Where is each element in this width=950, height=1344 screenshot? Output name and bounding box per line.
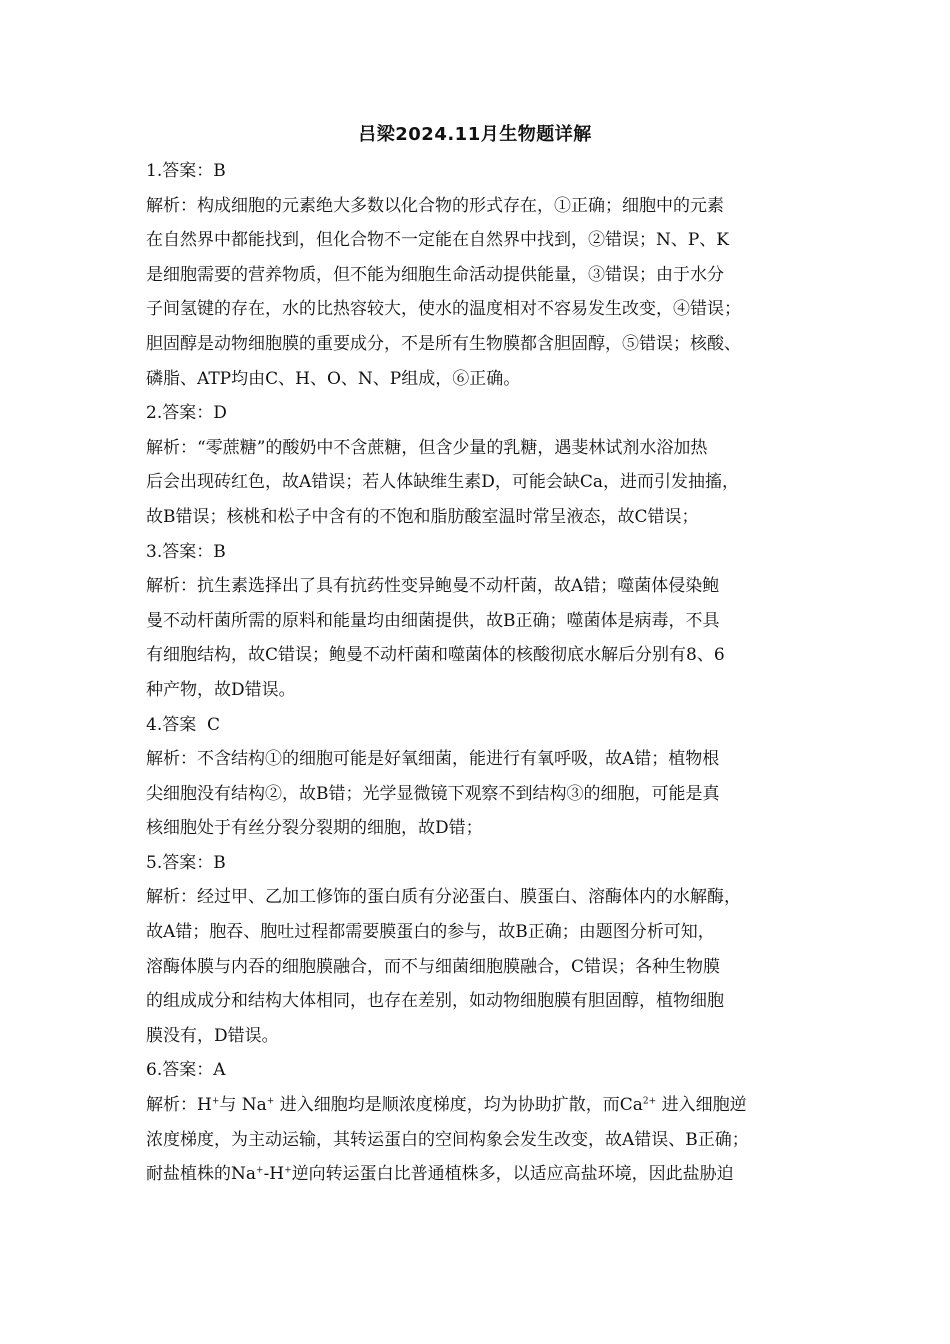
ion-charge: + [284, 1165, 292, 1176]
q5-analysis-line: 膜没有，D错误。 [146, 1025, 279, 1046]
document-body [146, 154, 836, 1192]
q1-analysis-line: 子间氢键的存在，水的比热容较大，使水的温度相对不容易发生改变，④错误； [146, 299, 741, 320]
q4-analysis-line: 尖细胞没有结构②，故B错；光学显微镜下观察不到结构③的细胞，可能是真 [146, 783, 720, 804]
q2-answer: 2.答案：D [146, 403, 227, 424]
q4-analysis-line: 解析：不含结构①的细胞可能是好氧细菌，能进行有氧呼吸，故A错；植物根 [146, 749, 720, 770]
q6-analysis-line: 解析：H+与 Na+ 进入细胞均是顺浓度梯度，均为协助扩散，而$Ca^{2+}$ 进入细胞逆 [146, 1095, 747, 1116]
q4-analysis-line: 核细胞处于有丝分裂分裂期的细胞，故D错； [146, 818, 483, 839]
q3-analysis-line: 曼不动杆菌所需的原料和能量均由细菌提供，故B正确；噬菌体是病毒，不具 [146, 610, 720, 631]
ion-charge: + [266, 1096, 275, 1107]
q1-answer: 1.答案：B [146, 161, 226, 181]
page-title: 吕梁2024.11月生物题详解 [358, 124, 592, 145]
q3-answer: 3.答案：B [146, 541, 226, 562]
q5-analysis-line: 溶酶体膜与内吞的细胞膜融合，而不与细菌细胞膜融合，C错误；各种生物膜 [146, 956, 721, 977]
q6-analysis-line: 耐盐植株的Na+-H+逆向转运蛋白比普通植株多，以适应高盐环境，因此盐胁迫 [146, 1164, 734, 1185]
q2-analysis-line: 后会出现砖红色，故A错误；若人体缺维生素D，可能会缺Ca，进而引发抽搐， [146, 472, 740, 493]
q1-analysis-line: 解析：构成细胞的元素绝大多数以化合物的形式存在，①正确；细胞中的元素 [146, 195, 724, 216]
q4-answer: 4.答案 C [146, 714, 221, 735]
q2-analysis-line: 解析：“零蔗糖”的酸奶中不含蔗糖，但含少量的乳糖，遇斐林试剂水浴加热 [146, 437, 708, 458]
q3-analysis-line: 有细胞结构，故C错误；鲍曼不动杆菌和噬菌体的核酸彻底水解后分别有8、6 [146, 645, 725, 666]
q5-analysis-line: 故A错；胞吞、胞吐过程都需要膜蛋白的参与，故B正确；由题图分析可知， [146, 922, 715, 943]
q6-analysis-line: 浓度梯度，为主动运输，其转运蛋白的空间构象会发生改变，故A错误、B正确； [146, 1129, 749, 1150]
q1-analysis-line: 磷脂、ATP均由C、H、O、N、P组成，⑥正确。 [146, 368, 521, 389]
q5-analysis-line: 的组成成分和结构大体相同，也存在差别，如动物细胞膜有胆固醇，植物细胞 [146, 991, 724, 1012]
q5-answer: 5.答案：B [146, 852, 226, 873]
q2-analysis-line: 故B错误；核桃和松子中含有的不饱和脂肪酸室温时常呈液态，故C错误； [146, 506, 699, 527]
q6-answer: 6.答案：A [146, 1060, 226, 1081]
q1-analysis-line: 是细胞需要的营养物质，但不能为细胞生命活动提供能量，③错误；由于水分 [146, 264, 724, 285]
q3-analysis-line: 种产物，故D错误。 [146, 679, 296, 700]
q5-analysis-line: 解析：经过甲、乙加工修饰的蛋白质有分泌蛋白、膜蛋白、溶酶体内的水解酶， [146, 887, 741, 908]
q1-analysis-line: 胆固醇是动物细胞膜的重要成分，不是所有生物膜都含胆固醇，⑤错误；核酸、 [146, 333, 741, 354]
ion-charge: + [211, 1096, 220, 1107]
q1-analysis-line: 在自然界中都能找到，但化合物不一定能在自然界中找到，②错误；N、P、K [146, 230, 730, 251]
ion-charge: + [256, 1165, 264, 1176]
ion-charge: 2+ [642, 1096, 657, 1107]
q3-analysis-line: 解析：抗生素选择出了具有抗药性变异鲍曼不动杆菌，故A错；噬菌体侵染鲍 [146, 576, 720, 597]
